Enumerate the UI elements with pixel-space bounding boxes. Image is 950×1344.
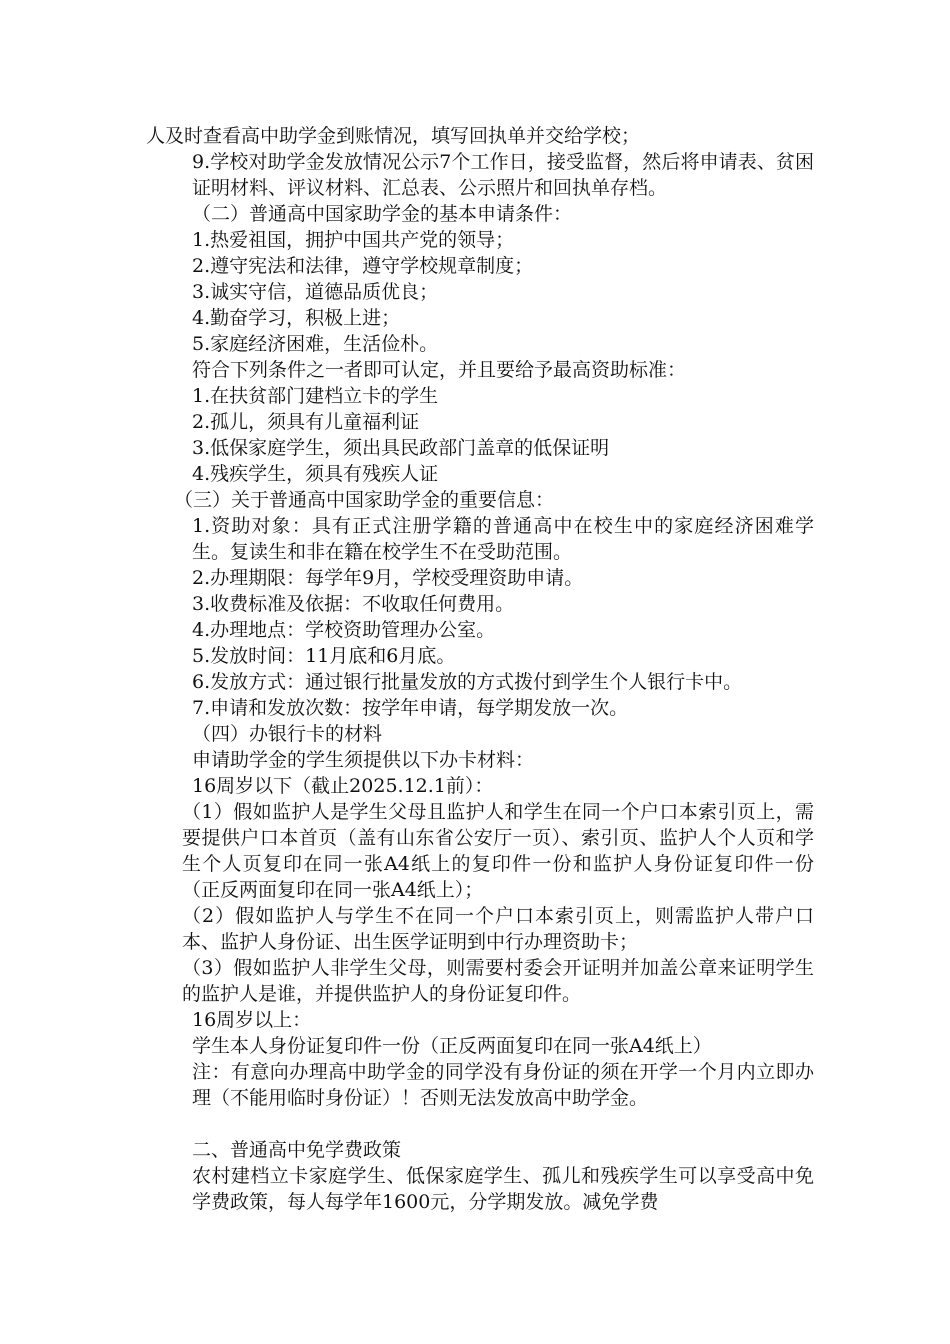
blank-line [146,1111,814,1137]
info-item-5: 5.发放时间：11月底和6月底。 [192,645,456,667]
material-case-3: （3）假如监护人非学生父母，则需要村委会开证明并加盖公章来证明学生的监护人是谁，并提供监护人的身份证复印件。 [182,957,814,1005]
condition-item-5: 5.家庭经济困难，生活俭朴。 [192,333,439,355]
criteria-intro: 符合下列条件之一者即可认定，并且要给予最高资助标准： [192,359,687,381]
section-heading-3: （三）关于普通高中国家助学金的重要信息： [174,489,555,511]
material-case-2: （2）假如监护人与学生不在同一个户口本索引页上，则需监护人带户口本、监护人身份证、出生医学证明到中行办理资助卡； [182,905,814,953]
info-item-7: 7.申请和发放次数：按学年申请，每学期发放一次。 [192,697,629,719]
note-paragraph: 注：有意向办理高中助学金的同学没有身份证的须在开学一个月内立即办理（不能用临时身份证）！否则无法发放高中助学金。 [192,1061,814,1109]
age-over-16-material: 学生本人身份证复印件一份（正反两面复印在同一张A4纸上） [192,1035,712,1057]
criteria-item-2: 2.孤儿，须具有儿童福利证 [192,411,420,433]
criteria-item-4: 4.残疾学生，须具有残疾人证 [192,463,439,485]
section-heading-4: （四）办银行卡的材料 [192,723,383,745]
info-item-2: 2.办理期限：每学年9月，学校受理资助申请。 [192,567,584,589]
info-item-4: 4.办理地点：学校资助管理办公室。 [192,619,496,641]
section-heading-tuition: 二、普通高中免学费政策 [192,1139,402,1161]
materials-intro: 申请助学金的学生须提供以下办卡材料： [192,749,535,771]
criteria-item-3: 3.低保家庭学生，须出具民政部门盖章的低保证明 [192,437,610,459]
material-case-1: （1）假如监护人是学生父母且监护人和学生在同一个户口本索引页上，需要提供户口本首页（盖有山东省公安厅一页）、索引页、监护人个人页和学生个人页复印在同一张A4纸上的复印件一份和监护人身份证复印件一份（正反两面复印在同一张A4纸上）； [182,801,814,901]
info-item-3: 3.收费标准及依据：不收取任何费用。 [192,593,515,615]
paragraph-step-9: 9.学校对助学金发放情况公示7个工作日，接受监督，然后将申请表、贫困证明材料、评议材料、汇总表、公示照片和回执单存档。 [192,151,814,199]
document-body [146,123,814,1215]
condition-item-2: 2.遵守宪法和法律，遵守学校规章制度； [192,255,534,277]
condition-item-3: 3.诚实守信，道德品质优良； [192,281,439,303]
age-over-16-heading: 16周岁以上： [192,1009,312,1031]
age-under-16-heading: 16周岁以下（截止2025.12.1前）： [192,775,494,797]
criteria-item-1: 1.在扶贫部门建档立卡的学生 [192,385,439,407]
paragraph-receipt-line: 人及时查看高中助学金到账情况，填写回执单并交给学校； [146,125,641,147]
section-heading-2: （二）普通高中国家助学金的基本申请条件： [192,203,573,225]
info-item-1: 1.资助对象：具有正式注册学籍的普通高中在校生中的家庭经济困难学生。复读生和非在籍在校学生不在受助范围。 [192,515,814,563]
info-item-6: 6.发放方式：通过银行批量发放的方式拨付到学生个人银行卡中。 [192,671,743,693]
condition-item-1: 1.热爱祖国，拥护中国共产党的领导； [192,229,515,251]
tuition-paragraph: 农村建档立卡家庭学生、低保家庭学生、孤儿和残疾学生可以享受高中免学费政策，每人每学年1600元，分学期发放。减免学费 [192,1165,814,1213]
condition-item-4: 4.勤奋学习，积极上进； [192,307,401,329]
